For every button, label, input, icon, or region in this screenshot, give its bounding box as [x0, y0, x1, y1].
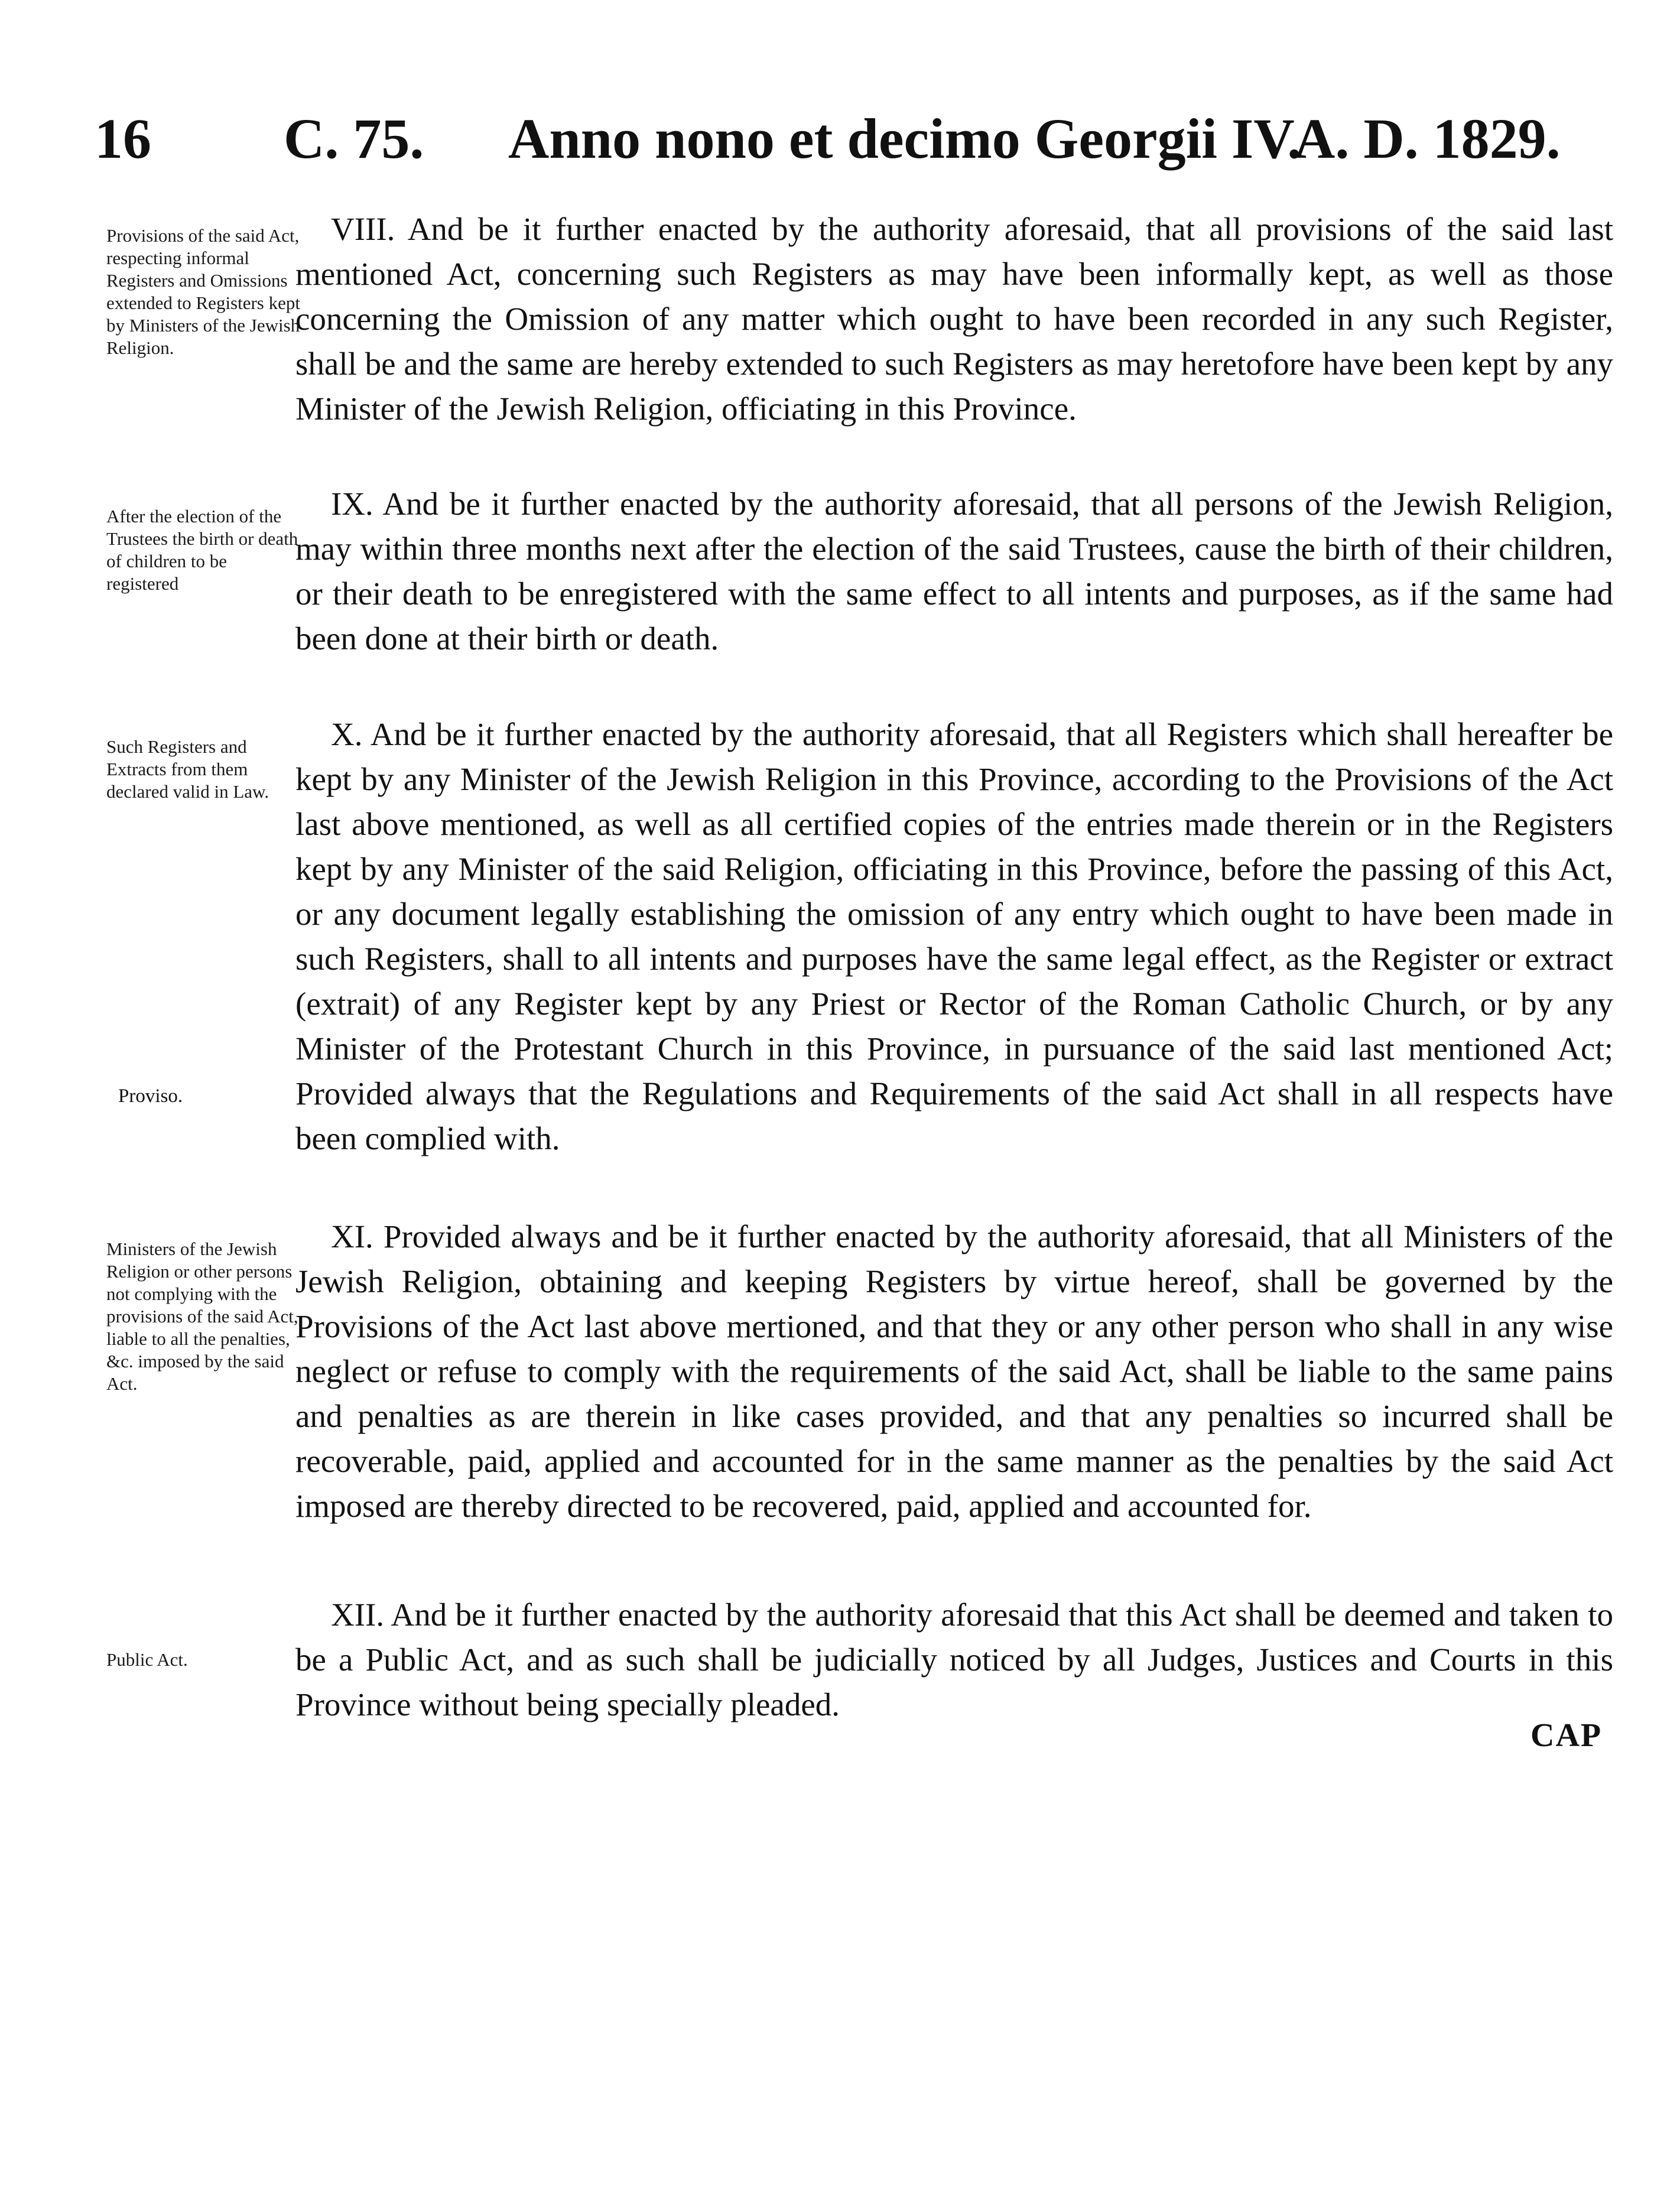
year: A. D. 1829. — [1294, 107, 1561, 170]
section-text: XII. And be it further enacted by the authority aforesaid that this Act shall be deemed and taken to be a Public Act, and as such shall be judicially noticed by all Judges, Justices and Courts in this Province without being specially pleaded. — [295, 1597, 1613, 1722]
side-note: Provisions of the said Act, respecting informal Registers and Omissions extended to Registers kept by Ministers of the Jewish Religion. — [106, 225, 300, 358]
section-text: XI. Provided always and be it further enacted by the authority aforesaid, that all Ministers of the Jewish Religion, obtaining and keeping Registers by virtue hereof, shall be governed by the Provisions of the Act last above mertioned, and that they or any other person who shall in any wise neglect or refuse to comply with the requirements of the said Act, shall be liable to the same pains and penalties as are therein in like cases provided, and that any penalties so incurred shall be recoverable, paid, applied and accounted for in the same manner as the penalties by the said Act imposed are thereby directed to be recovered, paid, applied and accounted for. — [295, 1218, 1613, 1524]
running-header — [95, 100, 1607, 177]
section-text: X. And be it further enacted by the authority aforesaid, that all Registers which shall hereafter be kept by any Minister of the Jewish Religion in this Province, according to the Provisions of the Act last above mentioned, as well as all certified copies of the entries made therein or in the Registers kept by any Minister of the said Religion, officiating in this Province, before the passing of this Act, or any document legally establishing the omission of any entry which ought to have been made in such Registers, shall to all intents and purposes have the same legal effect, as the Register or extract (extrait) of any Register kept by any Priest or Rector of the Roman Catholic Church, or by any Minister of the Protestant Church in this Province, in pursuance of the said last mentioned Act; Provided always that the Regulations and Requirements of the said Act shall in all respects have been complied with. — [295, 716, 1613, 1156]
proviso-note: Proviso. — [118, 1085, 183, 1107]
section-text: VIII. And be it further enacted by the authority aforesaid, that all provisions of the said last mentioned Act, concerning such Registers as may have been informally kept, as well as those concerning the Omission of any matter which ought to have been recorded in any such Register, shall be and the same are hereby extended to such Registers as may heretofore have been kept by any Minister of the Jewish Religion, officiating in this Province. — [295, 211, 1613, 427]
catchword: CAP — [1530, 1717, 1603, 1754]
side-note: Such Registers and Extracts from them declared valid in Law. — [106, 736, 269, 802]
running-title: Anno nono et decimo Georgii IV. — [508, 107, 1302, 170]
side-note: Public Act. — [106, 1649, 188, 1670]
chapter-number: C. 75. — [284, 107, 424, 170]
page-number: 16 — [95, 107, 151, 170]
side-note: Ministers of the Jewish Religion or other persons not complying with the provisions of the said Act, liable to all the penalties, &c. imposed by the said Act. — [106, 1239, 298, 1394]
side-note: After the election of the Trustees the birth or death of children to be registered — [106, 506, 298, 594]
section-text: IX. And be it further enacted by the authority aforesaid, that all persons of the Jewish Religion, may within three months next after the election of the said Trustees, cause the birth of their children, or their death to be enregistered with the same effect to all intents and purposes, as if the same had been done at their birth or death. — [295, 486, 1613, 656]
